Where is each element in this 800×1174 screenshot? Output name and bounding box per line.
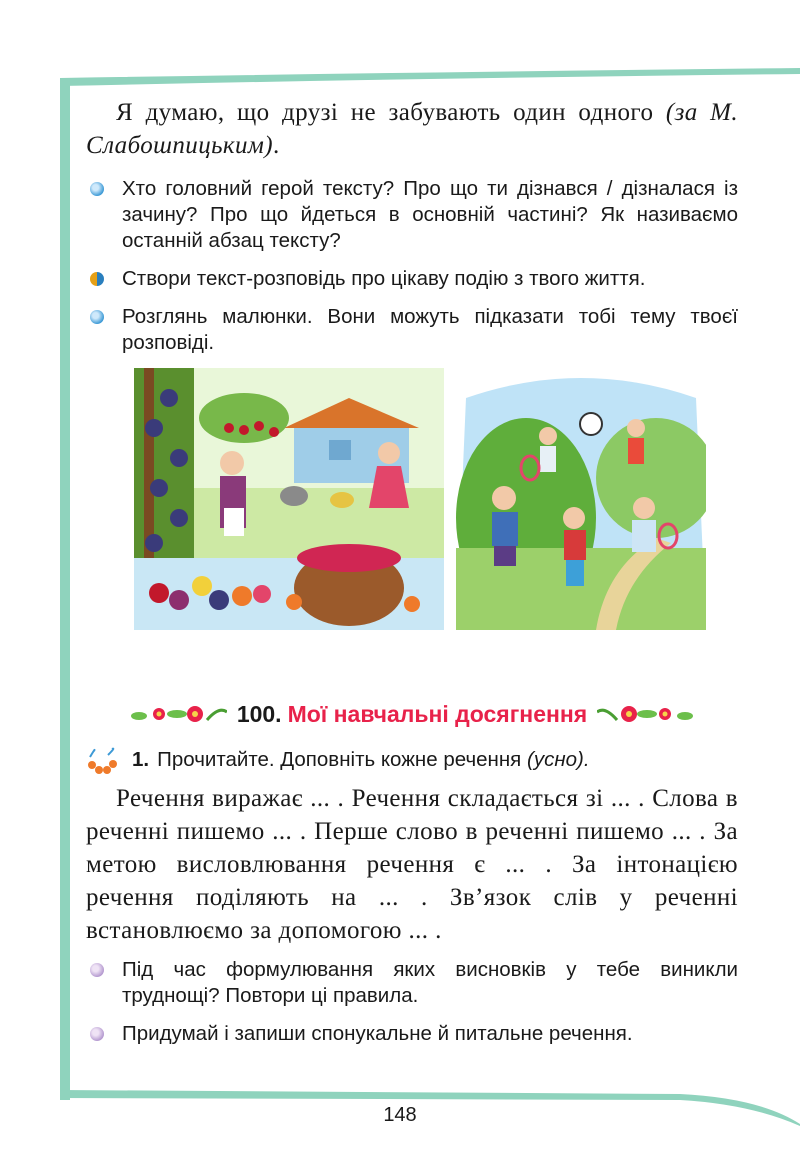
park-sports-illustration bbox=[456, 368, 706, 630]
floral-ornament-left-icon bbox=[127, 702, 227, 726]
intro-line: Я думаю, що друзі не забувають один одного bbox=[116, 99, 654, 126]
task-number: 1. bbox=[132, 748, 150, 771]
blue-dot-icon bbox=[90, 310, 104, 324]
section-title: Мої навчальні досягнення bbox=[287, 700, 588, 727]
task-question-text: Під час формулювання яких висновків у тебе виникли труднощі? Повтори ці правила. bbox=[122, 958, 738, 1007]
task-text: Речення виражає ... . Речення складається зі ... . Слова в реченні пишемо ... . Перше слово в реченні пишемо ... . За метою висловлювання речення є ... . За інтонацією речення поділяють на ... . Зв’язок слів у реченні встановлюємо за допомогою ... . bbox=[86, 785, 738, 944]
main-content bbox=[86, 96, 738, 630]
floral-ornament-right-icon bbox=[597, 702, 697, 726]
violet-dot-icon bbox=[90, 1027, 104, 1041]
intro-paragraph bbox=[86, 96, 738, 162]
question-text: Створи текст-розповідь про цікаву подію з твого життя. bbox=[122, 267, 646, 290]
frame-top-border bbox=[60, 68, 800, 86]
list-item bbox=[86, 304, 738, 356]
task-paragraph bbox=[86, 782, 738, 947]
list-item bbox=[86, 957, 738, 1009]
half-dot-icon bbox=[90, 272, 104, 286]
task-instruction bbox=[86, 744, 738, 776]
blue-dot-icon bbox=[90, 182, 104, 196]
question-text: Розглянь малюнки. Вони можуть підказати тобі тему твоєї розповіді. bbox=[122, 305, 738, 354]
task-1 bbox=[86, 744, 738, 1059]
list-item bbox=[86, 266, 738, 292]
frame-left-border bbox=[60, 80, 70, 1100]
section-number: 100. bbox=[236, 700, 282, 727]
intro-end: . bbox=[272, 132, 280, 159]
task-question-text: Придумай і запиши спонукальне й питальне речення. bbox=[122, 1022, 633, 1045]
intro-source: (за М. Слабошпицьким) bbox=[86, 99, 739, 159]
task-question-list bbox=[86, 957, 738, 1047]
violet-dot-icon bbox=[90, 963, 104, 977]
page-number: 148 bbox=[383, 1104, 417, 1126]
beads-icon bbox=[86, 745, 118, 775]
garden-scene-illustration bbox=[134, 368, 444, 630]
question-text: Хто головний герой тексту? Про що ти дізнався / дізналася із зачину? Про що йдеться в основній частині? Як називаємо останній абзац тексту? bbox=[122, 177, 738, 252]
illustrations bbox=[86, 368, 738, 630]
task-instruction-note: (усно). bbox=[527, 748, 590, 771]
question-list bbox=[86, 176, 738, 356]
list-item bbox=[86, 1021, 738, 1047]
list-item bbox=[86, 176, 738, 254]
section-heading bbox=[86, 696, 738, 732]
task-instruction-text: Прочитайте. Доповніть кожне речення bbox=[157, 748, 522, 771]
